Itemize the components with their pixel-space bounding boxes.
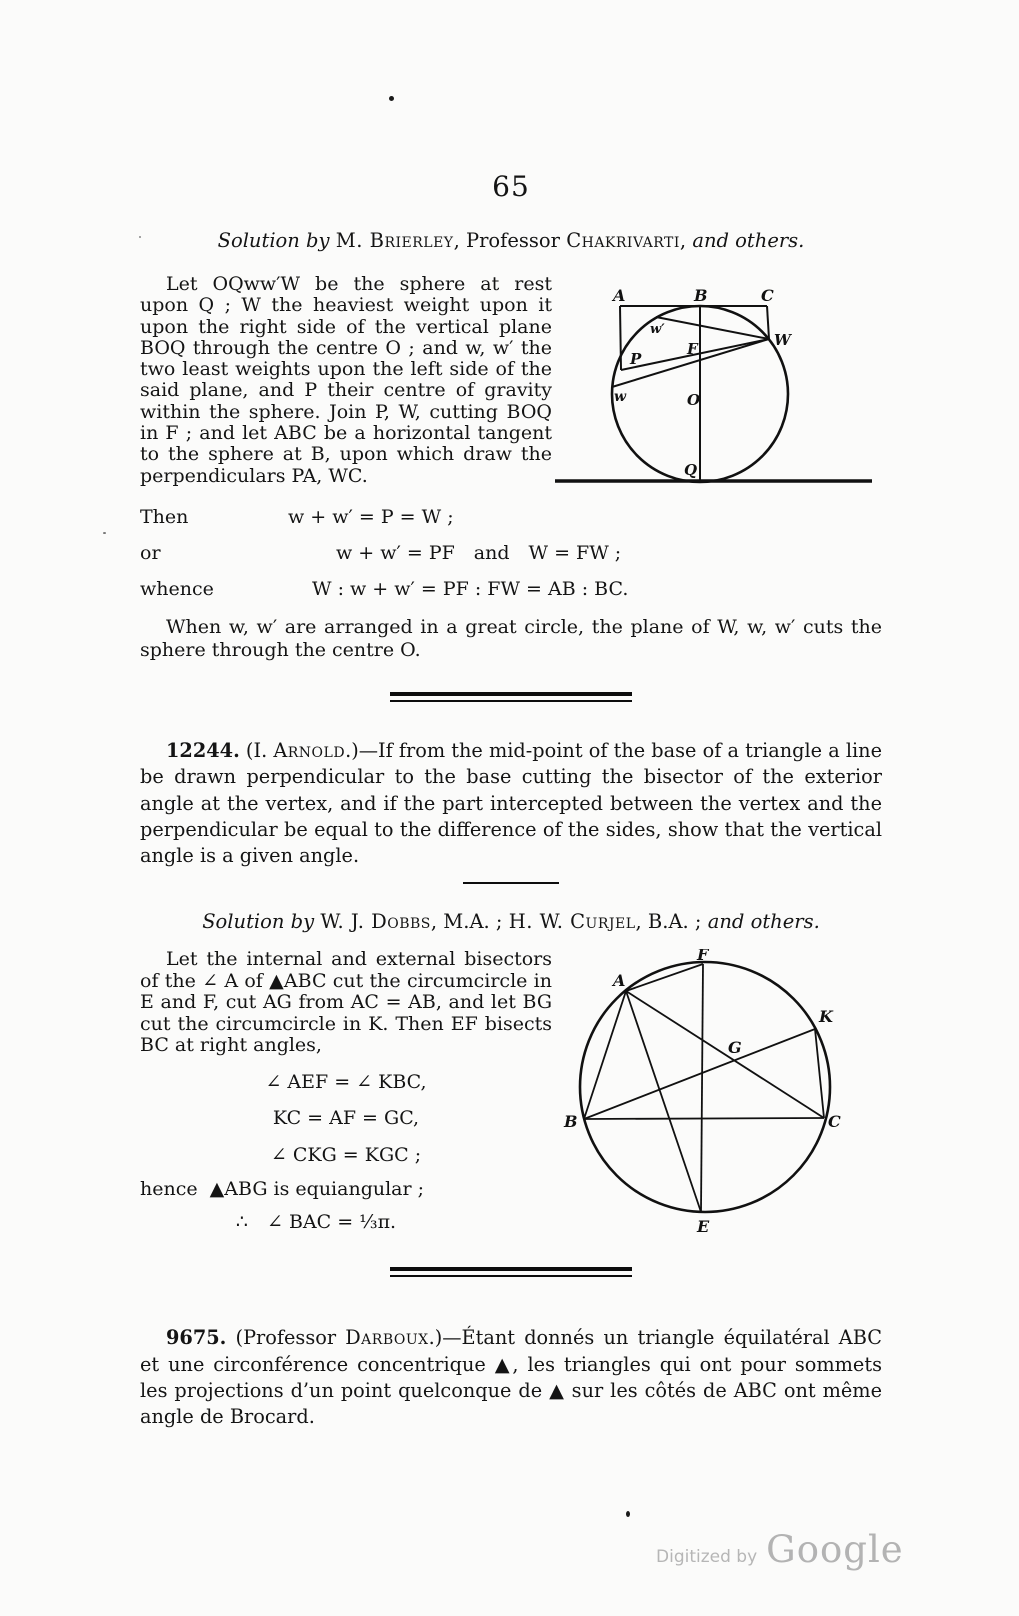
byline-text: , Professor xyxy=(453,229,567,252)
equation-label: or xyxy=(140,542,161,564)
fig1-label-Q: Q xyxy=(684,461,698,479)
chord-AE xyxy=(626,991,701,1212)
solution2-eq1: ∠ AEF = ∠ KBC, xyxy=(265,1070,427,1093)
problem-text: .)—If from the mid-point of the base of a triangle a line be drawn perpendicular to the base cutting the bisector of the exterior angle at the vertex, and if the part intercepted between the vertex and the perpendicular be equal to the difference of the sides, show that the vertical angle is a given angle. xyxy=(140,739,882,868)
fig1-label-A: A xyxy=(613,286,626,305)
problem-number: 9675. xyxy=(166,1326,227,1350)
fig1-label-W: W xyxy=(774,331,791,349)
page-number: 65 xyxy=(492,170,530,203)
solution2-eq3: ∠ CKG = KGC ; xyxy=(270,1143,422,1166)
fig1-label-C: C xyxy=(761,286,774,305)
solution2-text-column xyxy=(140,949,552,1233)
byline-text: Solution by xyxy=(202,910,321,934)
proposer-name: Arnold xyxy=(273,739,346,762)
byline-text: Solution by xyxy=(217,229,336,252)
circumcircle-figure xyxy=(552,949,882,1249)
perpendicular-PA xyxy=(620,306,621,370)
solution2-hence: hence ▲ABG is equiangular ; xyxy=(140,1178,425,1201)
digitized-by-label: Digitized by xyxy=(656,1547,758,1567)
solution1-body: Let OQww′W be the sphere at rest upon Q ; W the heaviest weight upon it upon the right side of the vertical plane BOQ through the centre O ; and w, w′ the two least weights upon the left side of the said plane, and P their centre of gravity within the sphere. Join P, W, cutting BOQ in F ; and let ABC be a horizontal tangent to the sphere at B, upon which draw the perpendiculars PA, WC. xyxy=(140,273,552,487)
solution1-block xyxy=(140,274,882,492)
solution2-eq2: KC = AF = GC, xyxy=(272,1107,420,1130)
solution1-closing: When w, w′ are arranged in a great circle, the plane of W, w, w′ cuts the sphere through the centre O. xyxy=(140,616,882,661)
fig1-label-wprime: w′ xyxy=(650,322,665,337)
fig1-label-P: P xyxy=(630,350,642,368)
chord-FE xyxy=(701,964,703,1212)
proposer-name: Darboux xyxy=(345,1326,429,1350)
equation-row-whence xyxy=(140,570,882,606)
byline-text: , M.A. ; xyxy=(430,910,509,934)
solver-name: Chakrivarti xyxy=(566,229,680,252)
equation-row-then xyxy=(140,498,882,534)
solver-name: H. W. Curjel xyxy=(508,910,636,934)
fig2-label-F: F xyxy=(697,949,709,965)
fig2-label-K: K xyxy=(819,1007,833,1027)
equation: w + w′ = PF and W = FW ; xyxy=(336,542,622,564)
sphere-figure xyxy=(552,274,882,492)
byline-text: , B.A. ; xyxy=(635,910,708,934)
byline-text: and others. xyxy=(692,229,805,252)
fig1-label-F: F xyxy=(687,340,698,358)
fig2-label-A: A xyxy=(613,971,626,991)
problem-number: 12244. xyxy=(166,739,240,762)
line-wprimeW xyxy=(656,317,769,339)
fig1-label-w: w xyxy=(614,389,627,405)
fig2-label-B: B xyxy=(564,1112,578,1132)
solver-name: M. Brierley xyxy=(335,229,454,252)
fig2-label-G: G xyxy=(728,1038,742,1058)
page-content xyxy=(140,0,882,1431)
fig1-label-B: B xyxy=(694,286,708,305)
equation: w + w′ = P = W ; xyxy=(288,506,454,528)
problem-9675 xyxy=(140,1325,882,1430)
ink-speck xyxy=(626,1511,630,1517)
problem-12244 xyxy=(140,738,882,869)
byline-text: and others. xyxy=(707,910,820,934)
equation-row-or xyxy=(140,534,882,570)
short-rule xyxy=(463,882,559,884)
equation-label: whence xyxy=(140,578,214,600)
google-logo: Google xyxy=(766,1528,904,1571)
chord-AC xyxy=(626,991,824,1118)
solution2-block xyxy=(140,949,882,1249)
ink-speck xyxy=(103,532,106,534)
fig1-label-O: O xyxy=(687,391,701,409)
solution2-byline xyxy=(140,910,882,933)
solution2-conclusion: ∴ ∠ BAC = ⅓π. xyxy=(235,1210,397,1233)
byline-text: , xyxy=(679,229,693,252)
equation-label: Then xyxy=(140,506,189,528)
equation: W : w + w′ = PF : FW = AB : BC. xyxy=(312,578,629,600)
fig2-label-E: E xyxy=(697,1217,710,1237)
chord-BK xyxy=(584,1029,815,1119)
google-watermark xyxy=(656,1528,904,1571)
problem-attribution: (Professor xyxy=(226,1326,346,1350)
perpendicular-WC xyxy=(767,306,769,339)
chord-BC xyxy=(584,1118,824,1119)
problem-text: .)—Étant donnés un triangle équilatéral ABC et une circonférence concentrique ▲, les triangles qui ont pour sommets les projections d’un point quelconque de ▲ sur les côtés de ABC ont même angle de Brocard. xyxy=(140,1326,882,1429)
fig2-label-C: C xyxy=(828,1112,841,1132)
circumcircle xyxy=(580,962,830,1212)
solution1-byline xyxy=(140,229,882,252)
section-divider xyxy=(390,1267,632,1277)
section-divider xyxy=(390,692,632,702)
solver-name: W. J. Dobbs xyxy=(320,910,431,934)
problem-attribution: (I. xyxy=(239,739,274,762)
solution2-body: Let the internal and external bisectors of the ∠ A of ▲ABC cut the circumcircle in E and F, cut AG from AC = AB, and let BG cut the circumcircle in K. Then EF bisects BC at right angles, xyxy=(140,948,552,1057)
